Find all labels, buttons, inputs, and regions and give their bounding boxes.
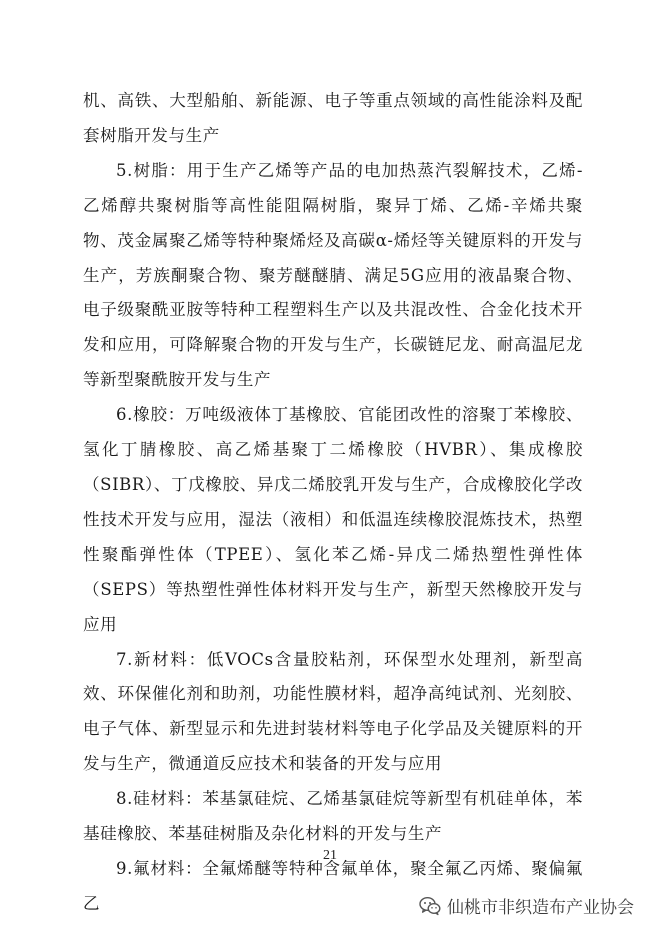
- watermark-text: 仙桃市非织造布产业协会: [447, 898, 634, 918]
- wechat-icon: [419, 896, 441, 916]
- document-body: [83, 84, 583, 922]
- paragraph-rubber: 6.橡胶：万吨级液体丁基橡胶、官能团改性的溶聚丁苯橡胶、氢化丁腈橡胶、高乙烯基聚丁二烯橡胶（HVBR）、集成橡胶（SIBR）、丁戊橡胶、异戊二烯胶乳开发与生产，合成橡胶化学改性技术开发与应用，湿法（液相）和低温连续橡胶混炼技术，热塑性聚酯弹性体（TPEE）、氢化苯乙烯-异戊二烯热塑性弹性体（SEPS）等热塑性弹性体材料开发与生产，新型天然橡胶开发与应用: [83, 405, 583, 634]
- wechat-watermark: [419, 893, 634, 918]
- paragraph-resins: 5.树脂：用于生产乙烯等产品的电加热蒸汽裂解技术，乙烯-乙烯醇共聚树脂等高性能阻隔树脂，聚异丁烯、乙烯-辛烯共聚物、茂金属聚乙烯等特种聚烯烃及高碳α-烯烃等关键原料的开发与生产，芳族酮聚合物、聚芳醚醚腈、满足5G应用的液晶聚合物、电子级聚酰亚胺等特种工程塑料生产以及共混改性、合金化技术开发和应用，可降解聚合物的开发与生产，长碳链尼龙、耐高温尼龙等新型聚酰胺开发与生产: [83, 160, 583, 390]
- paragraph-new-materials: 7.新材料：低VOCs含量胶粘剂，环保型水处理剂，新型高效、环保催化剂和助剂，功能性膜材料，超净高纯试剂、光刻胶、电子气体、新型显示和先进封装材料等电子化学品及关键原料的开发与生产，微通道反应技术和装备的开发与应用: [83, 649, 583, 774]
- paragraph-coatings-continued: 机、高铁、大型船舶、新能源、电子等重点领域的高性能涂料及配套树脂开发与生产: [83, 91, 583, 145]
- paragraph-silicon-materials: 8.硅材料：苯基氯硅烷、乙烯基氯硅烷等新型有机硅单体，苯基硅橡胶、苯基硅树脂及杂化材料的开发与生产: [83, 789, 583, 844]
- page-number: 21: [323, 848, 337, 863]
- paragraph-fluorine-materials: 9.氟材料：全氟烯醚等特种含氟单体，聚全氟乙丙烯、聚偏氟乙: [83, 858, 583, 913]
